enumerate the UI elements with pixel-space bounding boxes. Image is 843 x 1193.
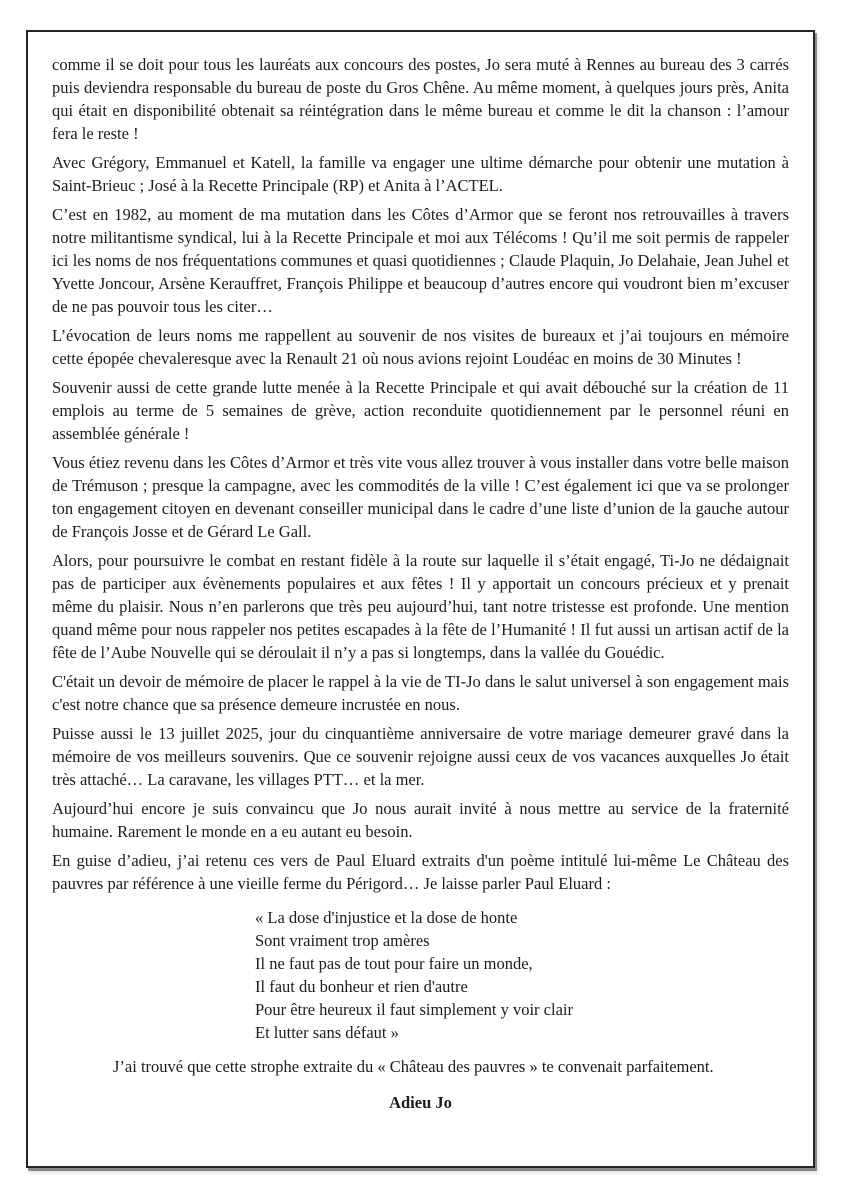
- body-paragraph: L’évocation de leurs noms me rappellent au souvenir de nos visites de bureaux et j’ai toujours en mémoire cette épopée chevaleresque avec la Renault 21 où nous avions rejoint Loudéac en moins de 30 Minutes !: [52, 326, 789, 368]
- poem-line: Pour être heureux il faut simplement y voir clair: [255, 1000, 573, 1019]
- body-paragraph: C'était un devoir de mémoire de placer le rappel à la vie de TI-Jo dans le salut universel à son engagement mais c'est notre chance que sa présence demeure incrustée en nous.: [52, 672, 789, 714]
- body-paragraph: Puisse aussi le 13 juillet 2025, jour du cinquantième anniversaire de votre mariage demeurer gravé dans la mémoire de vos meilleurs souvenirs. Que ce souvenir rejoigne aussi ceux de vos vacances auxquelles Jo était très attaché… La caravane, les villages PTT… et la mer.: [52, 724, 789, 789]
- body-paragraph: Aujourd’hui encore je suis convaincu que Jo nous aurait invité à nous mettre au service de la fraternité humaine. Rarement le monde en a eu autant eu besoin.: [52, 799, 789, 841]
- poem-line: Sont vraiment trop amères: [255, 931, 430, 950]
- signature: Adieu Jo: [389, 1093, 452, 1112]
- body-paragraph: Alors, pour poursuivre le combat en restant fidèle à la route sur laquelle il s’était engagé, Ti-Jo ne dédaignait pas de participer aux évènements populaires et aux fêtes ! Il y apportait un concours précieux et y prenait même du plaisir. Nous n’en parlerons que très peu aujourd’hui, tant notre tristesse est profonde. Une mention quand même pour nous rappeler nos petites escapades à la fête de l’Humanité ! Il fut aussi un artisan actif de la fête de l’Aube Nouvelle qui se déroulait il n’y a pas si longtemps, dans la vallée du Gouédic.: [52, 551, 789, 662]
- body-paragraph: Vous étiez revenu dans les Côtes d’Armor et très vite vous allez trouver à vous installer dans votre belle maison de Trémuson ; presque la campagne, avec les commodités de la ville ! C’est également ici que va se prolonger ton engagement citoyen en devenant conseiller municipal dans le cadre d’une liste d’union de la gauche autour de François Josse et de Gérard Le Gall.: [52, 453, 789, 541]
- body-paragraph: C’est en 1982, au moment de ma mutation dans les Côtes d’Armor que se feront nos retrouvailles à travers notre militantisme syndical, lui à la Recette Principale et moi aux Télécoms ! Qu’il me soit permis de rappeler ici les noms de nos fréquentations communes et quasi quotidiennes ; Claude Plaquin, Jo Delahaie, Jean Juhel et Yvette Joncour, Arsène Kerauffret, François Philippe et beaucoup d’autres encore qui voudront bien m’excuser de ne pas pouvoir tous les citer…: [52, 205, 789, 316]
- poem-line: Il faut du bonheur et rien d'autre: [255, 977, 468, 996]
- body-paragraph: En guise d’adieu, j’ai retenu ces vers de Paul Eluard extraits d'un poème intitulé lui-même Le Château des pauvres par référence à une vieille ferme du Périgord… Je laisse parler Paul Eluard :: [52, 851, 789, 893]
- poem-line: Il ne faut pas de tout pour faire un monde,: [255, 954, 533, 973]
- body-paragraph: comme il se doit pour tous les lauréats aux concours des postes, Jo sera muté à Rennes au bureau des 3 carrés puis deviendra responsable du bureau de poste du Gros Chêne. Au même moment, à quelques jours près, Anita qui était en disponibilité obtenait sa réintégration dans le même bureau et comme le dit la chanson : l’amour fera le reste !: [52, 55, 789, 143]
- closing-line: J’ai trouvé que cette strophe extraite du « Château des pauvres » te convenait parfaitement.: [113, 1057, 714, 1076]
- poem-line: « La dose d'injustice et la dose de honte: [255, 908, 518, 927]
- poem-quote: [255, 906, 789, 1044]
- body-paragraph: Souvenir aussi de cette grande lutte menée à la Recette Principale et qui avait débouché sur la création de 11 emplois au terme de 5 semaines de grève, action reconduite quotidiennement par le personnel réuni en assemblée générale !: [52, 378, 789, 443]
- document-page: [26, 30, 815, 1168]
- poem-line: Et lutter sans défaut »: [255, 1023, 399, 1042]
- body-paragraph: Avec Grégory, Emmanuel et Katell, la famille va engager une ultime démarche pour obtenir une mutation à Saint-Brieuc ; José à la Recette Principale (RP) et Anita à l’ACTEL.: [52, 153, 789, 195]
